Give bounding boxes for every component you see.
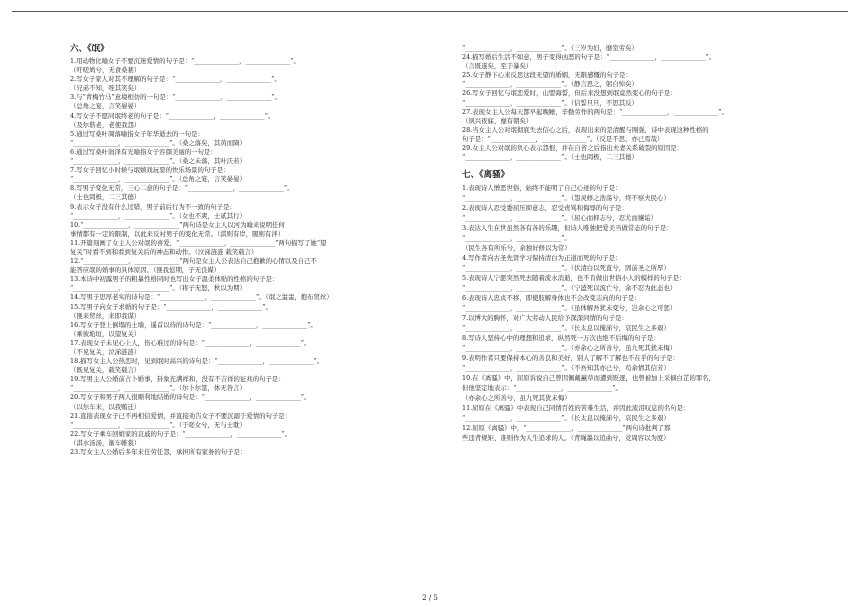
question-line: 19.写男主人公婚前占卜婚事，卦象充满祥和，没有不吉祥的征兆的句子是： [70,375,285,384]
question-line: 8.写男子变化无常，三心二意的句子是：“______________，______________”。 [70,184,294,193]
question-line: 3.与“青梅竹马”意境相仿的一句是：“______________，______________”。 [70,93,281,102]
question-line: 26.写女子回忆与氓恋爱时，山盟海誓，但后来没想到氓竟然变心的句子是： [462,89,677,98]
question-line: 29.女主人公对氓的负心表示怨恨，并在自省之后指出夫妻关系破裂的原因是： [462,144,684,153]
question-line: 14.写男子思厚老实的诗句是：“______________，______________”。（氓之蚩蚩，抱布贸丝） [70,293,333,302]
question-line: 20.写女子和男子两人很顺利地结婚的诗句是：“______________，______________”。 [70,393,311,402]
question-line: 16.写女子登上倒塌的土墙，遥首以待的诗句是：“______________，______________”。 [70,320,317,329]
question-line: “______________，______________”。（伏清白以死直兮，固前圣之所厚） [462,264,670,273]
question-line: 事情都有一定的限制，以此来反衬男子的变化无常。（淇则有岸，隰则有泮） [70,229,285,238]
question-line: （吁嗟鸠兮，无食桑葚） [70,66,141,75]
question-line: （乘彼垝垣，以望复关） [70,329,141,338]
question-line: “______________，______________”。（桑之未落，其叶沃若） [70,157,246,166]
question-line: 10.“______________，______________”两句诗是女主人以河为喻来说明任何 [70,220,285,229]
question-line: 2.写女子家人对其不理解的句子是：“______________，______________”。 [70,75,281,84]
question-line: “______________，______________”。（总角之宴，言笑晏晏） [70,175,246,184]
question-line: 11.屈原在《离骚》中表现自己同情百姓的苦难生活，并因此流泪叹息的名句是： [462,404,690,413]
left-column [70,44,425,457]
page-number: 2 / 5 [422,594,438,602]
question-line: 但他坚定地表示：“______________，______________”。 [462,384,622,393]
question-line: （民生各有所乐兮，余独好修以为常） [462,244,571,253]
question-line: “______________，______________”。（将子无怒，秋以为期） [70,284,246,293]
section-gap [462,162,814,170]
question-line: （以尔车来，以我贿迁） [70,402,141,411]
question-line: 能答应氓的婚事的具体原因。（匪我愆期，子无良媒） [70,266,221,275]
right-column [462,44,814,443]
question-line: 7.写女子回忆小时候与氓嬉戏玩耍的快乐场景的句子是： [70,166,230,175]
question-line: （亦余心之所善兮，虽九死其犹未悔） [462,394,571,403]
question-line: “______________，______________”。（士也罔极，二三其德） [462,153,638,162]
question-line: （兄弟不知，咥其笑矣） [70,84,141,93]
question-line: “______________，______________”。（三岁为妇，靡室劳矣） [462,44,638,52]
question-line: 18.描写女主人公热恋时，见到氓时高兴的诗句是：“______________，______________”。 [70,357,324,366]
question-line: 5.表现诗人宁愿突然死去随着流水消逝，也不肯做出世俗小人的模样的句子是： [462,274,686,283]
question-line: （总角之宴，言笑晏晏） [70,102,141,111]
question-line: （淇水汤汤，渐车帷裳） [70,438,141,447]
question-line: （言既遂矣，至于暴矣） [462,62,533,71]
question-line: “______________，______________”。（信誓旦旦，不思其反） [462,98,638,107]
question-line: （士也罔极，二三其德） [70,193,141,202]
question-line: 2.表现诗人忍受委屈压抑意志，忍受责骂和侮辱的句子是： [462,204,628,213]
left-question-list [70,57,425,457]
question-line: 12.“______________，______________”两句是女主人公表达自己抱歉的心情以及自己不 [70,257,317,266]
question-line: （既见复关，载笑载言） [70,366,141,375]
question-line: 8.写诗人坚持心中的理想和追求，纵然死一万次也绝不后悔的句子是： [462,334,660,343]
question-line: “______________，______________”。（虽体解吾犹未变兮，岂余心之可惩） [462,304,677,313]
question-line: 15.写男子向女子求婚的句子是：“______________，______________”。 [70,302,273,311]
question-line: “______________，______________”。（亦余心之所善兮，虽九死其犹未悔） [462,344,677,353]
question-line: “______________，______________”。（怨灵修之浩荡兮，终不察夫民心） [462,194,670,203]
question-line: 句子是：“______________，______________”。（反是不思，亦已焉哉） [462,134,664,143]
question-line: 13.本诗中初露男子的粗暴性格同时也写出女子温柔体贴的性格的句子是： [70,275,279,284]
question-line: 27.表现女主人公每天都早起晚睡，辛勤劳作的两句是：“______________，______________”。 [462,107,728,116]
question-line: 21.直接表现女子已不再相信爱情，并直接劝告女子不要沉溺于爱情的句子是： [70,411,292,420]
question-line: 7.以博大的胸怀，对广大劳动人民给予深深同情的句子是： [462,314,628,323]
question-line: 25.女子静下心来反思这段无望的婚姻，无限感慨的句子是： [462,71,632,80]
question-line: 复关”时看不到和看到复关后的神态和动作。（泣涕涟涟 载笑载言） [70,247,258,256]
question-line: 9.表明作者只要保持本心的善良和美好，别人了解不了解也不在乎的句子是： [462,354,679,363]
question-line: “______________，______________”。（静言思之，躬自悼矣） [462,80,638,89]
question-line: “______________，______________”。（长太息以掩涕兮，哀民生之多艰） [462,414,670,423]
question-line: 12.屈原《离骚》中，“______________，______________”两句诗批判了那 [462,424,671,433]
question-line: “______________，______________”。（女也不爽，士贰其行） [70,211,246,220]
question-line: 4.写女子不愿同氓终老的句子是：“______________，______________”。 [70,111,275,120]
section-title-mang: 六、《氓》 [70,44,109,54]
question-line: 9.表示女子没有什么过错，男子前后行为不一致的句子是： [70,202,236,211]
question-line: 3.表达人生在世虽然各有各的乐趣，但诗人唯独把爱美当做常态的句子是： [462,224,673,233]
right-continued-list [462,44,814,162]
right-question-list [462,183,814,443]
question-line: 24.描写婚后生活不如意，男子变得凶恶的句子是：“______________，______________”。 [462,53,716,62]
question-line: 17.表现女子未见心上人，伤心难过的诗句是：“______________，______________”。 [70,338,311,347]
question-line: 11.开篇刻画了女主人公对氓的喜爱，“______________，______________”两句描写了她“望 [70,238,327,247]
question-line: 6.通过写桑叶润泽有光喻指女子容颜美丽的一句是： [70,147,217,156]
question-line: “______________，______________”。（尔卜尔筮，体无咎言） [70,384,246,393]
question-line: “______________，______________”。（屈心而抑志兮，忍尤而攘诟） [462,214,658,223]
question-line: （及尔偕老，老使我怨） [70,120,141,129]
section-title-lisao: 七、《离骚》 [462,170,510,181]
question-line: 10.在《离骚》中，屈原诉说自己曾因佩戴蕙草而遭到贬逐，也曾被加上采摘白芷的罪名， [462,374,716,383]
question-line: （夙兴夜寐，靡有朝矣） [462,116,533,125]
question-line: 22.写女子乘车回娘家的哀戚的句子是：“______________，______________”。 [70,429,292,438]
question-line: 5.通过写桑叶凋落喻指女子年华逝去的一句是： [70,129,204,138]
question-line: 些违背规矩、准则作为人生追求的人。（背绳墨以追曲兮，竞周容以为度） [462,434,670,443]
question-line: “______________，______________”。（不吾知其亦已兮，苟余情其信芳） [462,364,670,373]
question-line: “______________，______________”。（长太息以掩涕兮，哀民生之多艰） [462,324,670,333]
question-line: 6.表现诗人忠贞不移，即使肢解身体也不会改变志向的句子是： [462,294,641,303]
question-line: （匪来贸丝，来即我谋） [70,311,141,320]
question-line: 23.写女主人公婚后多年来任劳任怨，承担所有家务的句子是： [70,448,247,457]
question-line: 28.当女主人公对氓彻底失去信心之后，表现出来的是清醒与刚强，诗中表现这种性格的 [462,125,709,134]
question-line: 4.写作者向古圣先贤学习保持清白为正道而死的句子是： [462,254,622,263]
question-line: 1.表现诗人憎恶世俗，始终不能明了自己心迹的句子是： [462,184,622,193]
question-line: “______________，______________”。 [462,234,571,243]
question-line: “______________，______________”。（桑之落矣，其黄而陨） [70,138,246,147]
question-line: “______________，______________”。（宁溘死以流亡兮，余不忍为此态也） [462,284,677,293]
top-rule [12,11,848,12]
question-line: （不见复关，泣涕涟涟） [70,348,141,356]
question-line: “______________，______________”。（于嗟女兮，无与士耽） [70,420,246,429]
question-line: 1.用动物比喻女子不要沉迷爱情的句子是：“______________，______________”。 [70,57,300,65]
